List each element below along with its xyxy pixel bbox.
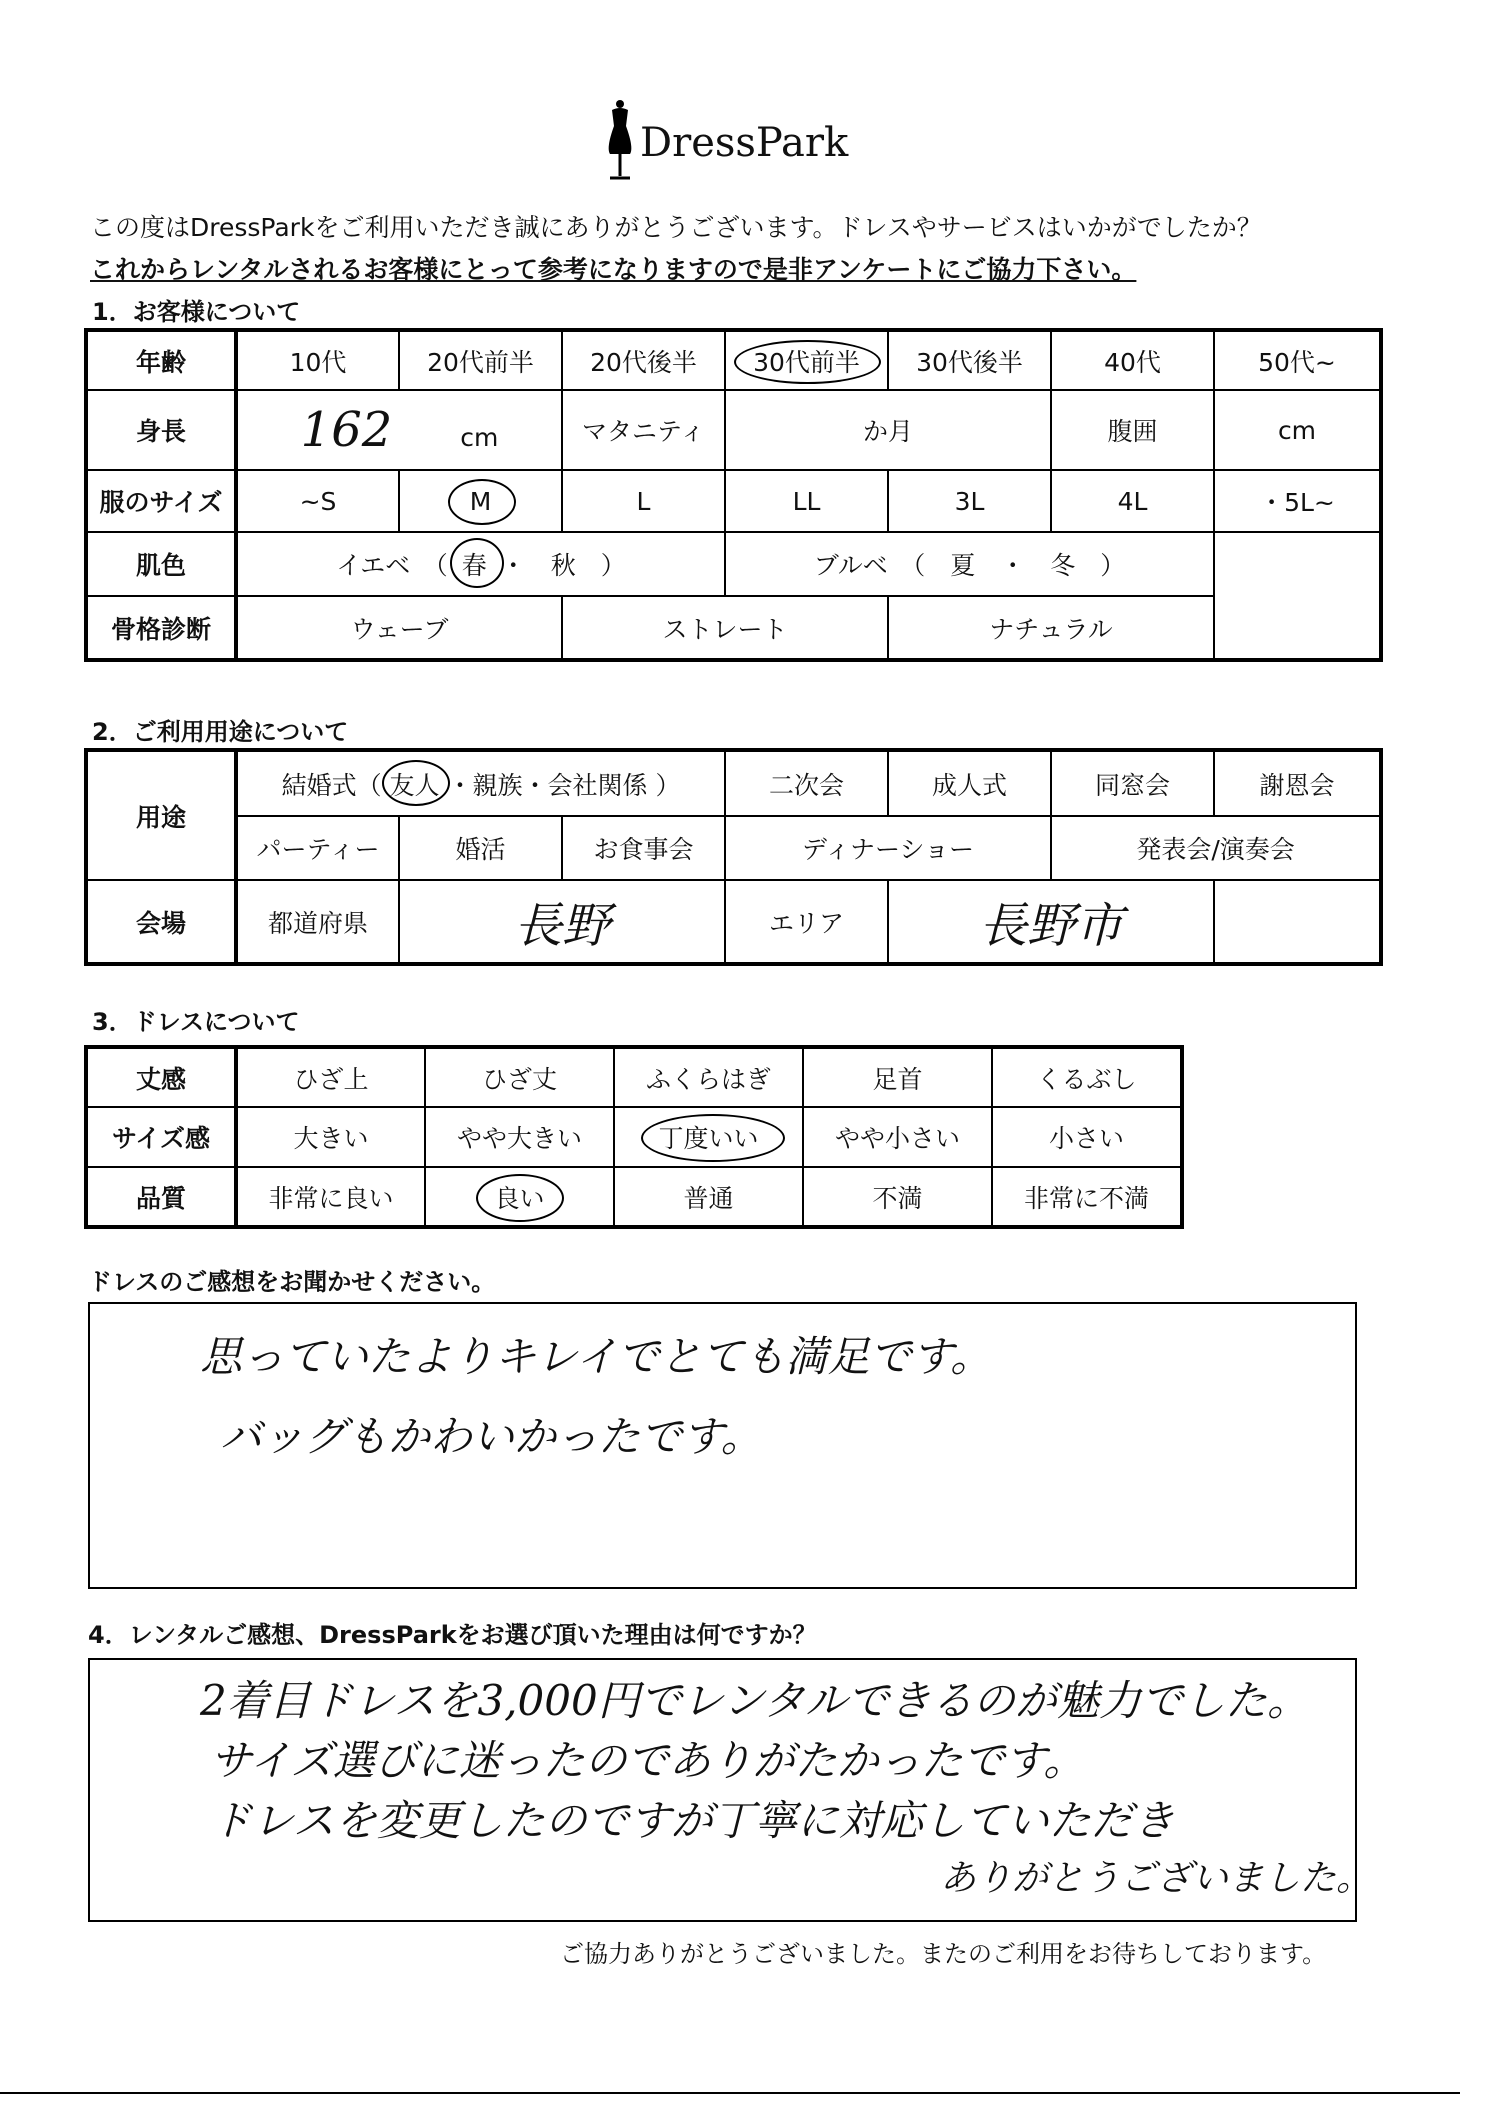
height-label: 身長	[86, 390, 236, 470]
waist-unit[interactable]: cm	[1214, 390, 1381, 470]
age-option-selected[interactable]	[725, 330, 888, 390]
prefecture-label: 都道府県	[236, 880, 399, 964]
venue-label: 会場	[86, 880, 236, 964]
fit-option[interactable]: 大きい	[236, 1107, 425, 1167]
fit-option[interactable]: やや小さい	[803, 1107, 992, 1167]
usage-option[interactable]: お食事会	[562, 816, 725, 880]
size-option[interactable]: ・5L~	[1214, 470, 1381, 532]
length-option[interactable]: ひざ丈	[425, 1047, 614, 1107]
spring-label: 春	[461, 551, 487, 580]
selection-circle	[734, 340, 881, 384]
usage-option[interactable]: パーティー	[236, 816, 399, 880]
impressions-title: ドレスのご感想をお聞かせください。	[88, 1268, 496, 1296]
size-option-selected[interactable]	[399, 470, 562, 532]
wedding-friend-option[interactable]	[390, 766, 440, 802]
fit-row	[86, 1107, 1182, 1167]
quality-option[interactable]: 不満	[803, 1167, 992, 1227]
usage-option[interactable]: 婚活	[399, 816, 562, 880]
section3-title: 3．ドレスについて	[92, 1008, 300, 1036]
length-row	[86, 1047, 1182, 1107]
height-row	[86, 390, 1381, 470]
quality-row	[86, 1167, 1182, 1227]
wedding-rest: ・親族・会社関係 ）	[447, 770, 681, 800]
age-option[interactable]: 20代後半	[562, 330, 725, 390]
quality-label: 品質	[86, 1167, 236, 1227]
venue-row	[86, 880, 1381, 964]
size-label: 服のサイズ	[86, 470, 236, 532]
size-option-label: M	[469, 486, 492, 516]
purpose-label: 用途	[86, 750, 236, 880]
age-label: 年齢	[86, 330, 236, 390]
frame-row	[86, 596, 1381, 660]
section4-title: 4．レンタルご感想、DressParkをお選び頂いた理由は何ですか？	[88, 1621, 817, 1649]
length-label: 丈感	[86, 1047, 236, 1107]
age-option[interactable]: 30代後半	[888, 330, 1051, 390]
spring-option[interactable]	[462, 546, 487, 582]
age-row	[86, 330, 1381, 390]
divider	[0, 2092, 1460, 2094]
wedding-prefix: 結婚式（	[281, 770, 382, 800]
usage-option[interactable]: 謝恩会	[1214, 750, 1381, 816]
age-option[interactable]: 50代~	[1214, 330, 1381, 390]
reason-line: サイズ選びに迷ったのでありがたかったです。	[210, 1736, 1086, 1785]
selection-circle	[450, 538, 504, 588]
maternity-label: マタニティ	[562, 390, 725, 470]
frame-option[interactable]: ストレート	[562, 596, 888, 660]
wedding-option[interactable]	[236, 750, 725, 816]
impressions-line: 思っていたよりキレイでとても満足です。	[200, 1332, 993, 1381]
wedding-friend-label: 友人	[389, 770, 440, 800]
selection-circle	[476, 1174, 564, 1222]
age-option[interactable]: 20代前半	[399, 330, 562, 390]
frame-label: 骨格診断	[86, 596, 236, 660]
footer-thanks: ご協力ありがとうございました。またのご利用をお待ちしております。	[560, 1940, 1327, 1968]
dress-table	[84, 1045, 1184, 1229]
impressions-box[interactable]	[88, 1302, 1357, 1589]
fit-option-selected[interactable]	[614, 1107, 803, 1167]
maternity-months[interactable]: か月	[725, 390, 1051, 470]
height-field[interactable]	[236, 390, 562, 470]
frame-option[interactable]: ウェーブ	[236, 596, 562, 660]
height-unit: cm	[460, 423, 499, 452]
yellow-base-rest: ・ 秋 ）	[500, 551, 626, 580]
impressions-line: バッグもかわいかったです。	[220, 1412, 763, 1461]
length-option[interactable]: 足首	[803, 1047, 992, 1107]
quality-option-label: 良い	[494, 1183, 545, 1213]
length-option[interactable]: ふくらはぎ	[614, 1047, 803, 1107]
usage-option[interactable]: 成人式	[888, 750, 1051, 816]
size-row	[86, 470, 1381, 532]
quality-option[interactable]: 非常に不満	[992, 1167, 1182, 1227]
area-field[interactable]	[888, 880, 1214, 964]
area-label: エリア	[725, 880, 888, 964]
intro-text: この度はDressParkをご利用いただき誠にありがとうございます。ドレスやサービスはいかがでしたか？	[90, 213, 1262, 242]
selection-circle	[448, 479, 516, 525]
size-option[interactable]: L	[562, 470, 725, 532]
length-option[interactable]: ひざ上	[236, 1047, 425, 1107]
usage-row-2	[86, 816, 1381, 880]
selection-circle	[382, 760, 450, 806]
customer-table	[84, 328, 1383, 662]
age-option-label: 30代前半	[753, 347, 860, 377]
age-option[interactable]: 10代	[236, 330, 399, 390]
usage-option[interactable]: 二次会	[725, 750, 888, 816]
section2-title: 2．ご利用用途について	[92, 718, 349, 746]
section1-title: 1．お客様について	[92, 298, 301, 326]
length-option[interactable]: くるぶし	[992, 1047, 1182, 1107]
size-option[interactable]: 4L	[1051, 470, 1214, 532]
size-option[interactable]: 3L	[888, 470, 1051, 532]
selection-circle	[641, 1114, 785, 1162]
frame-option[interactable]: ナチュラル	[888, 596, 1214, 660]
dress-form-icon	[600, 96, 640, 186]
prefecture-value: 長野	[514, 898, 611, 954]
dresspark-logo	[600, 96, 860, 186]
usage-row-1	[86, 750, 1381, 816]
reason-line: ドレスを変更したのですが丁寧に対応していただき	[210, 1796, 1175, 1845]
reason-line: 2着目ドレスを3,000円でレンタルできるのが魅力でした。	[200, 1676, 1309, 1725]
size-option[interactable]: ~S	[236, 470, 399, 532]
fit-option[interactable]: やや大きい	[425, 1107, 614, 1167]
skin-row	[86, 532, 1381, 596]
height-value: 162	[300, 402, 393, 458]
yellow-base-option[interactable]	[236, 532, 725, 596]
usage-option[interactable]: 発表会/演奏会	[1051, 816, 1381, 880]
reason-box[interactable]	[88, 1658, 1373, 1922]
reason-line: ありがとうございました。	[940, 1858, 1373, 1899]
waist-label: 腹囲	[1051, 390, 1214, 470]
fit-label: サイズ感	[86, 1107, 236, 1167]
brand-name: DressPark	[640, 120, 849, 166]
usage-table	[84, 748, 1383, 966]
quality-option[interactable]: 非常に良い	[236, 1167, 425, 1227]
prefecture-field[interactable]	[399, 880, 725, 964]
quality-option[interactable]: 普通	[614, 1167, 803, 1227]
blue-base-option[interactable]: ブルベ （ 夏 ・ 冬 ）	[725, 532, 1214, 596]
usage-option[interactable]: 同窓会	[1051, 750, 1214, 816]
age-option[interactable]: 40代	[1051, 330, 1214, 390]
fit-option-label: 丁度いい	[658, 1124, 759, 1153]
quality-option-selected[interactable]	[425, 1167, 614, 1227]
skin-label: 肌色	[86, 532, 236, 596]
size-option[interactable]: LL	[725, 470, 888, 532]
usage-option[interactable]: ディナーショー	[725, 816, 1051, 880]
intro-request: これからレンタルされるお客様にとって参考になりますので是非アンケートにご協力下さい。	[90, 255, 1137, 284]
yellow-base-label: イエベ （	[336, 551, 448, 580]
area-value: 長野市	[979, 898, 1124, 954]
fit-option[interactable]: 小さい	[992, 1107, 1182, 1167]
